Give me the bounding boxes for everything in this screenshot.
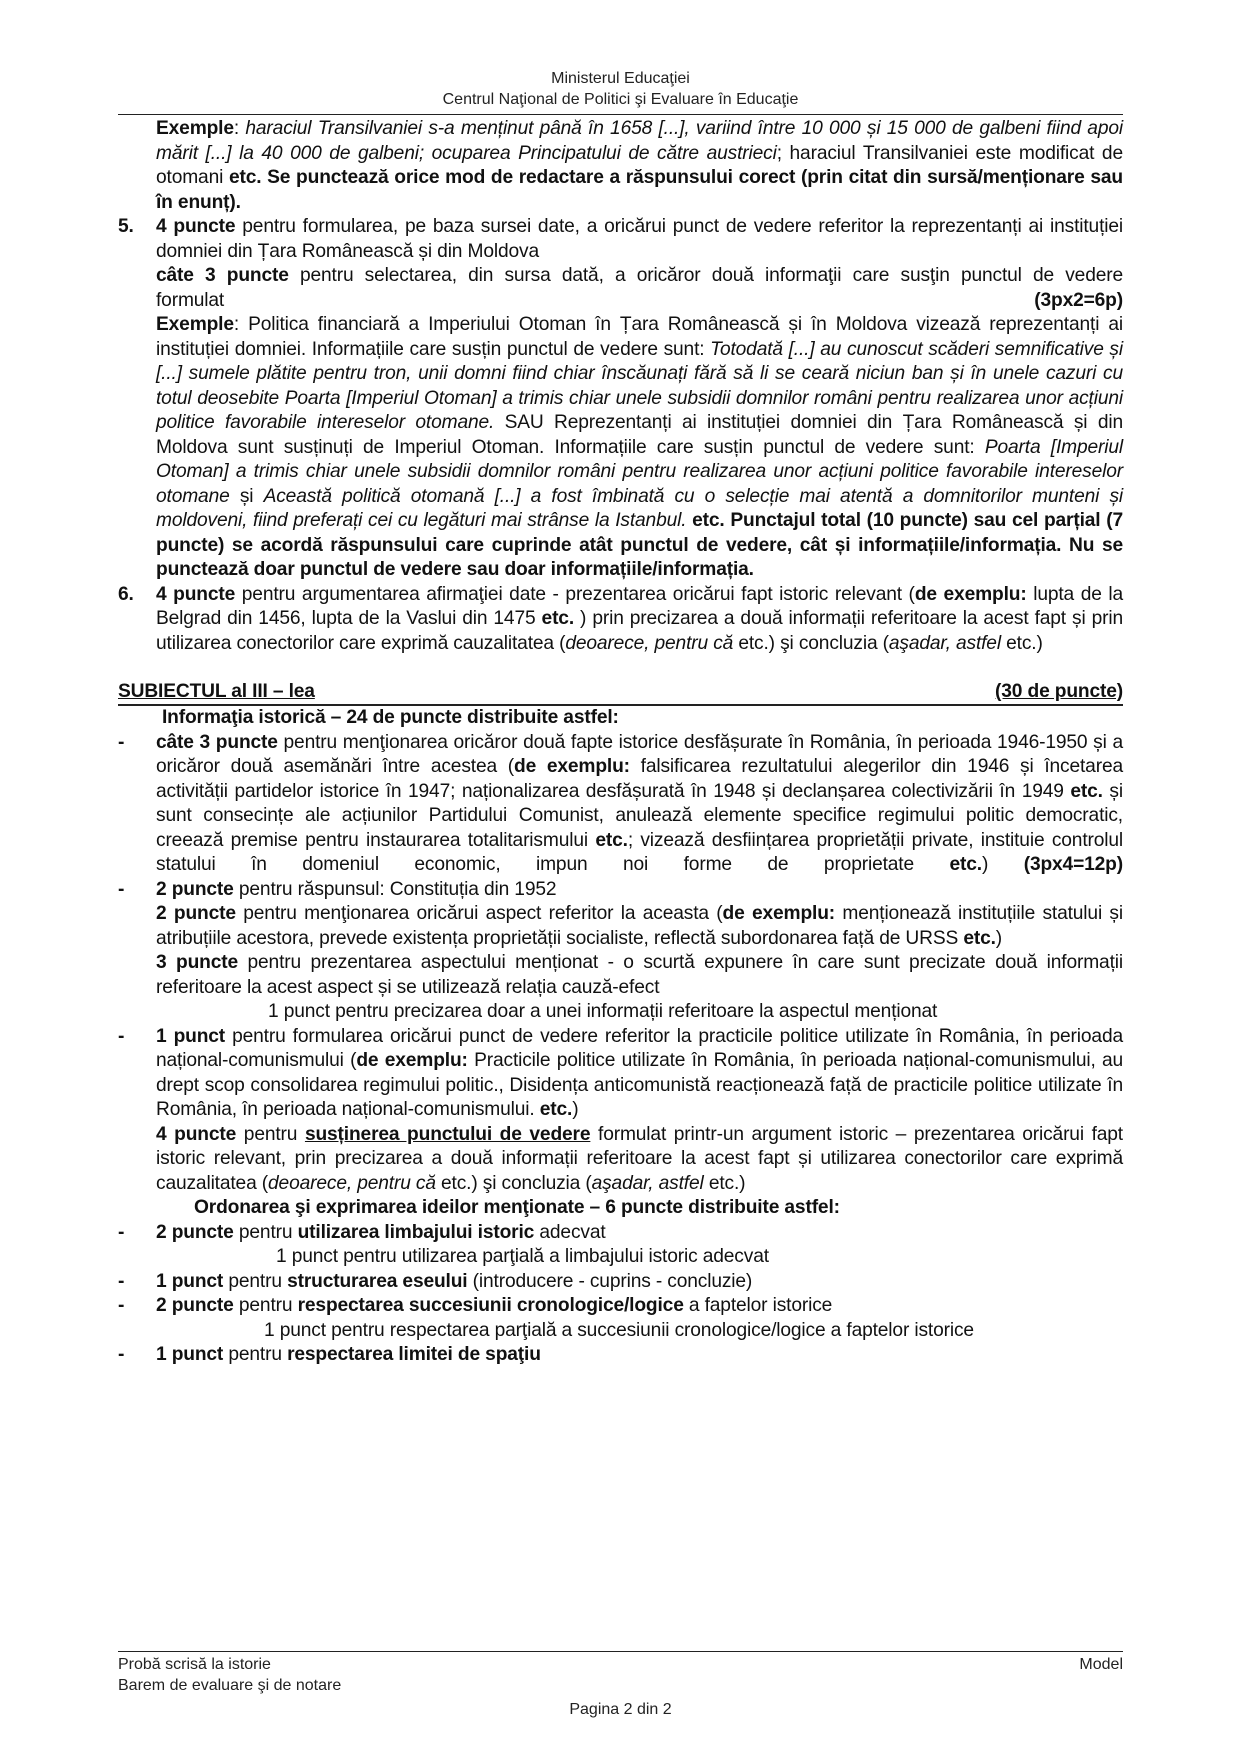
criterion-bullet: - 2 puncte pentru răspunsul: Constituția din 1952 2 puncte pentru menţionarea oricărui aspect referitor la aceasta (de exemplu: menționează instituțiile statului și atribuțiile acestora, prevede existența proprietății socialiste, reflectă subordonarea față de URSS etc.) 3 puncte pentru prezentarea aspectului menționat - o scurtă expunere în care sunt precizate două informații referitoare la acest aspect și se utilizează relația cauză-efect 1 punct pentru precizarea doar a unei informații referitoare la aspectul menționat bbox=[118, 878, 1123, 1025]
section-title bbox=[118, 680, 1123, 706]
order-bullet: - 2 puncte pentru utilizarea limbajului istoric adecvat 1 punct pentru utilizarea parţială a limbajului istoric adecvat bbox=[118, 1221, 1123, 1270]
bullet-dash: - bbox=[118, 731, 125, 753]
order-bullet: - 1 punct pentru structurarea eseului (introducere - cuprins - concluzie) bbox=[118, 1270, 1123, 1295]
score-formula: (3px4=12p) bbox=[1023, 854, 1123, 875]
header-divider bbox=[118, 114, 1123, 115]
item5-criterion-1: 4 puncte pentru formularea, pe baza sursei date, a oricărui punct de vedere referitor la reprezentanți ai instituției domniei din Țara Românească și din Moldova bbox=[156, 216, 1123, 262]
footer-exam-name: Probă scrisă la istorie bbox=[118, 1656, 271, 1673]
footer-scheme-name: Barem de evaluare şi de notare bbox=[118, 1677, 342, 1694]
bullet-dash: - bbox=[118, 1344, 125, 1365]
bullet-dash: - bbox=[118, 1295, 125, 1316]
page-footer bbox=[118, 1654, 1123, 1720]
item-5 bbox=[118, 215, 1123, 583]
bullet-dash: - bbox=[118, 1025, 125, 1047]
item-number: 6. bbox=[118, 583, 134, 605]
order-bullet: - 2 puncte pentru respectarea succesiunii cronologice/logice a faptelor istorice 1 punct pentru respectarea parţială a succesiunii cronologice/logice a faptelor istorice bbox=[118, 1294, 1123, 1343]
item4-examples: Exemple: haraciul Transilvaniei s-a menținut până în 1658 [...], variind între 10 000 și 15 000 de galbeni fiind apoi mărit [...] la 40 000 de galbeni; ocuparea Principatului de către austrieci; haraciul Transilvaniei este modificat de otomani etc. Se punctează orice mod de redactare a răspunsului corect (prin citat din sursă/menționare sau în enunț). bbox=[156, 118, 1123, 213]
bullet-dash: - bbox=[118, 878, 125, 900]
page-number: Pagina 2 din 2 bbox=[569, 1701, 672, 1718]
footer-divider bbox=[118, 1651, 1123, 1652]
page-header bbox=[118, 68, 1123, 110]
criterion-bullet: - 1 punct pentru formularea oricărui punct de vedere referitor la practicile politice utilizate în România, în perioada național-comunismului (de exemplu: Practicile politice utilizate în România, în perioada național-comunismului, au drept scop consolidarea regimului politic., Disidența anticomunistă reacționează față de practicile politice utilizate în România, în perioada național-comunismului. etc.) 4 puncte pentru susținerea punctului de vedere formulat printr-un argument istoric – prezentarea oricărui fapt istoric relevant, prin precizarea a două informații referitoare la acest fapt și utilizarea conectorilor care exprimă cauzalitatea (deoarece, pentru că etc.) şi concluzia (aşadar, astfel etc.) bbox=[118, 1025, 1123, 1194]
partial-score-note: 1 punct pentru respectarea parţială a succesiunii cronologice/logice a faptelor istorice bbox=[264, 1319, 974, 1341]
bullet-dash: - bbox=[118, 1221, 125, 1243]
document-body bbox=[118, 117, 1123, 1368]
item-6: 6. 4 puncte pentru argumentarea afirmaţiei date - prezentarea oricărui fapt istoric relevant (de exemplu: lupta de la Belgrad din 1456, lupta de la Vaslui din 1475 etc. ) prin precizarea a două informații referitoare la acest fapt și prin utilizarea conectorilor care exprimă cauzalitatea (deoarece, pentru că etc.) şi concluzia (aşadar, astfel etc.) bbox=[118, 583, 1124, 654]
partial-score-note: 1 punct pentru utilizarea parţială a limbajului istoric adecvat bbox=[276, 1246, 769, 1267]
order-bullet: - 1 punct pentru respectarea limitei de spaţiu bbox=[118, 1343, 1123, 1368]
bullet-dash: - bbox=[118, 1270, 125, 1292]
partial-score-note: 1 punct pentru precizarea doar a unei informații referitoare la aspectul menționat bbox=[268, 1001, 938, 1022]
item5-criterion-2: câte 3 puncte pentru selectarea, din sursa dată, a oricăror două informaţii care susţin punctul de vedere formulat (3px2=6p) bbox=[156, 265, 1124, 311]
item5-examples: Exemple: Politica financiară a Imperiului Otoman în Țara Românească și în Moldova vizează reprezentanți ai instituției domniei. Informațiile care susțin punctul de vedere sunt: Totodată [...] au cunoscut scăderi semnificative și [...] sumele plătite pentru tron, unii domni fiind chiar înscăunați fără să li se ceară niciun ban și în unele cazuri cu totul deosebite Poarta [Imperiul Otoman] a trimis chiar unele subsidii domnilor români pentru realizarea unor acțiuni politice favorabile intereselor otomane. SAU Reprezentanți ai instituției domniei din Țara Românească și din Moldova sunt susținuți de Imperiul Otoman. Informațiile care susțin punctul de vedere sunt: Poarta [Imperiul Otoman] a trimis chiar unele subsidii domnilor români pentru realizarea unor acțiuni politice favorabile intereselor otomane și Această politică otomană [...] a fost îmbinată cu o selecție mai atentă a domnitorilor munteni și moldoveni, fiind preferați cei cu legături mai strânse la Istanbul. etc. Punctajul total (10 puncte) sau cel parțial (7 puncte) se acordă răspunsului care cuprinde atât punctul de vedere, cât și informațiile/informația. Nu se punctează doar punctul de vedere sau doar informațiile/informația. bbox=[156, 314, 1124, 580]
header-ministry: Ministerul Educaţiei bbox=[551, 70, 690, 87]
score-formula: (3px2=6p) bbox=[1034, 289, 1123, 311]
order-heading: Ordonarea şi exprimarea ideilor menţionate – 6 puncte distribuite astfel: bbox=[194, 1197, 840, 1218]
section-heading: SUBIECTUL al III – lea bbox=[118, 681, 315, 702]
header-center: Centrul Naţional de Politici şi Evaluare în Educaţie bbox=[442, 91, 799, 108]
criterion-bullet: - câte 3 puncte pentru menţionarea oricăror două fapte istorice desfășurate în România, în perioada 1946-1950 și a oricăror două asemănări între acestea (de exemplu: falsificarea rezultatului alegerilor din 1946 și încetarea activității partidelor istorice în 1947; naționalizarea desfășurată în 1948 și declanșarea colectivizării în 1949 etc. și sunt consecințe ale acțiunilor Partidului Comunist, anulează elemente specifice regimului politic democratic, creează premise pentru instaurarea totalitarismului etc.; vizează desființarea proprietății private, instituie controlul statului în domeniul economic, impun noi forme de proprietate etc.) (3px4=12p) bbox=[118, 731, 1124, 875]
info-heading: Informaţia istorică – 24 de puncte distribuite astfel: bbox=[162, 707, 619, 728]
section-points: (30 de puncte) bbox=[995, 681, 1123, 702]
footer-model-label: Model bbox=[1079, 1656, 1123, 1673]
item-number: 5. bbox=[118, 216, 134, 237]
